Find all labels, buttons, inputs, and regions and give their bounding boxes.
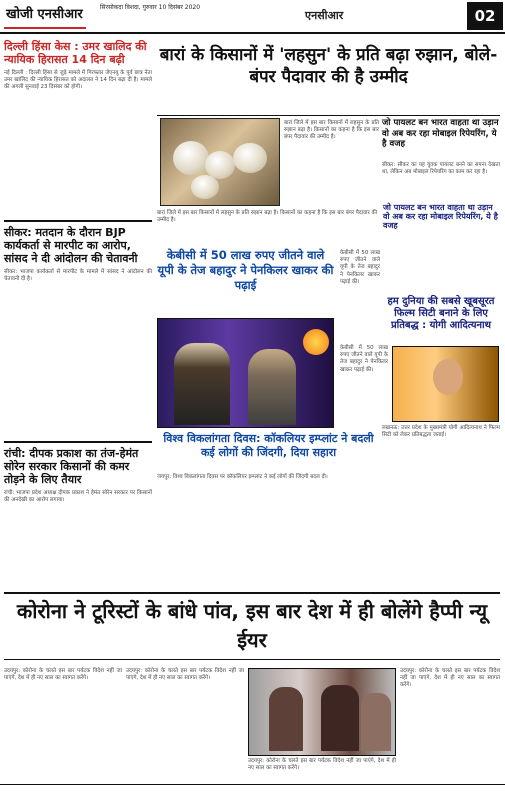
story-body-sikar: सीकर: भाजपा कार्यकर्ता से मारपीट के मामले में सांसद ने आंदोलन की चेतावनी दी है। (4, 269, 152, 283)
page-number: 02 (467, 2, 503, 30)
main-story-body: बारां जिले में इस बार किसानों में लहसुन के प्रति रुझान बढ़ा है। किसानों का कहना है कि इस बार बंपर पैदावार की उम्मीद है। (284, 120, 379, 141)
film-headline: हम दुनिया की सबसे खूबसूरत फिल्म सिटी बनाने के लिए प्रतिबद्ध : योगी आदित्यनाथ (387, 296, 495, 331)
story-body-ranchi: रांची: भाजपा प्रदेश अध्यक्ष दीपक प्रकाश ने हेमंत सोरेन सरकार पर किसानों की अनदेखी का आरोप लगाया। (4, 490, 152, 504)
pilot-headline: जो पायलट बन भारत वाहता था उड़ान वो अब कर रहा मोबाइल रिपेयरिंग, ये है वजह (382, 118, 499, 149)
disability-headline: विश्व विकलांगता दिवस: कॉकलियर इम्प्लांट ने बदली कई लोगों की जिंदगी, दिया सहारा (163, 432, 374, 459)
tourist-photo (248, 668, 396, 756)
garlic-image (160, 118, 280, 206)
main-headline: बारां के किसानों में 'लहसुन' के प्रति बढ़ा रुझान, बोले- बंपर पैदावार की है उम्मीद (157, 40, 500, 116)
pilot-story (382, 118, 500, 213)
person-figure (269, 687, 303, 751)
corona-headline: कोरोना ने टूरिस्टों के बांधे पांव, इस बार देश में ही बोलेंगे हैप्पी न्यू ईयर (4, 592, 500, 660)
left-column (4, 40, 152, 588)
footer (0, 784, 505, 800)
film-body: लखनऊ: उत्तर प्रदेश के मुख्यमंत्री योगी आदित्यनाथ ने फिल्म सिटी को लेकर प्रतिबद्धता जताई। (382, 425, 500, 439)
kbc-logo-icon (303, 329, 329, 355)
portrait-figure (433, 359, 463, 395)
pilot-subhead: जो पायलट बन भारत वाहता था उड़ान वो अब कर रहा मोबाइल रिपेयरिंग, ये है वजह (383, 203, 498, 230)
story-title-ranchi: रांची: दीपक प्रकाश का तंज-हेमंत सोरेन सरकार किसानों की कमर तोड़ने के लिए तैयार (4, 447, 139, 486)
masthead (0, 0, 505, 34)
kbc-headline: केबीसी में 50 लाख रुपए जीतने वाले यूपी के तेज बहादुर ने पेनकिलर खाकर की पढ़ाई (157, 248, 334, 292)
pilot-body: सीकर: सीकर का यह युवक पायलट बनने का सपना देखता था, लेकिन अब मोबाइल रिपेयरिंग का काम कर रहा है। (382, 162, 500, 176)
section-title: एनसीआर (305, 9, 344, 22)
divider (4, 220, 152, 222)
yogi-photo (392, 346, 499, 422)
corona-body-col1: उदयपुर: कोरोना के चलते इस बार पर्यटक विदेश नहीं जा पाएंगे, देश में ही नए साल का स्वागत करेंगे। (4, 668, 122, 682)
person-figure (248, 349, 296, 425)
disability-body: जयपुर: विश्व विकलांगता दिवस पर कॉकलियर इम्प्लांट ने कई लोगों की जिंदगी बदल दी। (157, 474, 328, 480)
person-figure (321, 685, 359, 751)
main-story-body-2: बारां जिले में इस बार किसानों में लहसुन के प्रति रुझान बढ़ा है। किसानों का कहना है कि इस बार बंपर पैदावार की उम्मीद है। (157, 210, 377, 224)
kbc-photo (157, 318, 334, 428)
person-figure (361, 693, 391, 751)
corona-body-col4: उदयपुर: कोरोना के चलते इस बार पर्यटक विदेश नहीं जा पाएंगे, देश में ही नए साल का स्वागत करेंगे। (400, 668, 500, 689)
corona-body-col2: उदयपुर: कोरोना के चलते इस बार पर्यटक विदेश नहीं जा पाएंगे, देश में ही नए साल का स्वागत करेंगे। (126, 668, 244, 682)
story-body-delhi: नई दिल्ली : दिल्ली हिंसा से जुड़े मामले में गिरफ्तार जेएनयू के पूर्व छात्र नेता उमर खालिद की न्यायिक हिरासत को अदालत ने 14 दिन बढ़ा दी है। मामले की अगली सुनवाई 23 दिसंबर को होगी। (4, 70, 152, 91)
corona-body-col3: उदयपुर: कोरोना के चलते इस बार पर्यटक विदेश नहीं जा पाएंगे, देश में ही नए साल का स्वागत करेंगे। (248, 758, 396, 772)
divider (4, 441, 152, 443)
story-title-sikar: सीकर: मतदान के दौरान BJP कार्यकर्ता से मारपीट का आरोप, सांसद ने दी आंदोलन की चेतावनी (4, 226, 138, 265)
person-figure (174, 343, 230, 425)
story-title-delhi: दिल्ली हिंसा केस : उमर खालिद की न्यायिक हिरासत 14 दिन बढ़ी (4, 40, 147, 66)
kbc-story-body: केबीसी में 50 लाख रुपए जीतने वाले यूपी के तेज बहादुर ने पेनकिलर खाकर पढ़ाई की। (340, 345, 388, 373)
date-line: सिरसोकदा विशदा, गुरुवार 10 दिसंबर 2020 (100, 4, 201, 11)
kbc-body: केबीसी में 50 लाख रुपए जीतने वाले यूपी के तेज बहादुर ने पेनकिलर खाकर पढ़ाई की। (340, 250, 380, 285)
brand-title: खोजी एनसीआर (4, 4, 90, 26)
